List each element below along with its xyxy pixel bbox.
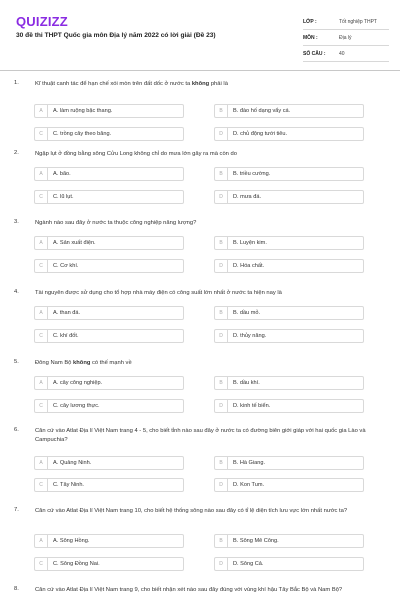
option-letter: B (215, 105, 228, 117)
option-c[interactable] (34, 329, 184, 343)
question-text: Ngành nào sau đây ở nước ta thuộc công nghiệp năng lượng? (35, 220, 197, 226)
meta-value: Địa lý (339, 34, 352, 41)
option-text: C. Sông Đồng Nai. (53, 561, 100, 567)
option-letter: D (215, 558, 228, 570)
option-text: C. trồng cây theo băng. (53, 131, 112, 137)
question-number: 6. (14, 427, 19, 433)
question-text: Đông Nam Bộ không có thế mạnh về (35, 360, 132, 366)
meta-label: LỚP : (303, 18, 317, 25)
option-text: B. triều cường. (233, 171, 271, 177)
option-d[interactable] (214, 557, 364, 571)
option-d[interactable] (214, 190, 364, 204)
option-text: B. dầu khí. (233, 380, 260, 386)
option-text: A. bão. (53, 171, 71, 177)
option-c[interactable] (34, 557, 184, 571)
option-letter: A (35, 237, 48, 249)
option-a[interactable] (34, 456, 184, 470)
meta-value: Tốt nghiệp THPT (339, 18, 377, 25)
option-letter: D (215, 260, 228, 272)
question-number: 1. (14, 80, 19, 86)
option-text: A. làm ruộng bậc thang. (53, 108, 113, 114)
option-letter: D (215, 330, 228, 342)
option-a[interactable] (34, 306, 184, 320)
option-letter: C (35, 260, 48, 272)
option-text: C. Tây Ninh. (53, 482, 84, 488)
option-letter: A (35, 105, 48, 117)
question-number: 4. (14, 289, 19, 295)
option-text: A. cây công nghiệp. (53, 380, 103, 386)
option-letter: C (35, 191, 48, 203)
meta-label: SỐ CÂU : (303, 50, 326, 57)
option-text: D. kinh tế biển. (233, 403, 271, 409)
question-number: 7. (14, 507, 19, 513)
option-text: A. Sông Hồng. (53, 538, 90, 544)
option-d[interactable] (214, 399, 364, 413)
worksheet-header (0, 0, 400, 68)
option-letter: A (35, 535, 48, 547)
option-letter: B (215, 168, 228, 180)
option-c[interactable] (34, 478, 184, 492)
option-letter: C (35, 330, 48, 342)
option-letter: B (215, 535, 228, 547)
question-text: Kĩ thuật canh tác để hạn chế xói mòn trên đất dốc ở nước ta không phải là (35, 81, 228, 87)
option-letter: D (215, 479, 228, 491)
option-letter: C (35, 400, 48, 412)
meta-value: 40 (339, 50, 345, 57)
meta-row-count (303, 46, 389, 62)
option-b[interactable] (214, 167, 364, 181)
question-text: Căn cứ vào Atlat Địa lí Việt Nam trang 10, cho biết hệ thống sông nào sau đây có tỉ lệ diện tích lưu vực lớn nhất nước ta? (35, 508, 348, 514)
option-text: C. khí đốt. (53, 333, 79, 339)
option-d[interactable] (214, 259, 364, 273)
question-number: 2. (14, 150, 19, 156)
option-letter: B (215, 377, 228, 389)
question-text: Ngập lụt ở đồng bằng sông Cửu Long không chỉ do mưa lớn gây ra mà còn do (35, 151, 237, 157)
worksheet-title: 30 đề thi THPT Quốc gia môn Địa lý năm 2022 có lời giải (Đề 23) (16, 32, 216, 39)
option-a[interactable] (34, 104, 184, 118)
question-number: 3. (14, 219, 19, 225)
question-text: Căn cứ vào Atlat Địa lí Việt Nam trang 9, cho biết nhận xét nào sau đây đúng với vùng khí hậu Tây Bắc Bộ và Nam Bộ? (35, 587, 343, 593)
option-letter: B (215, 457, 228, 469)
option-letter: C (35, 558, 48, 570)
option-b[interactable] (214, 534, 364, 548)
option-letter: D (215, 400, 228, 412)
option-text: B. dầu mỏ. (233, 310, 261, 316)
header-divider (0, 70, 400, 71)
option-text: D. Sông Cả. (233, 561, 264, 567)
option-text: C. lũ lụt. (53, 194, 74, 200)
meta-row-grade (303, 14, 389, 30)
option-b[interactable] (214, 456, 364, 470)
option-b[interactable] (214, 306, 364, 320)
question-number: 5. (14, 359, 19, 365)
question-number: 8. (14, 586, 19, 592)
option-c[interactable] (34, 259, 184, 273)
option-b[interactable] (214, 376, 364, 390)
option-text: D. Hóa chất. (233, 263, 265, 269)
meta-label: MÔN : (303, 34, 318, 41)
option-c[interactable] (34, 399, 184, 413)
option-text: B. đào hố dạng vẩy cá. (233, 108, 291, 114)
option-letter: A (35, 307, 48, 319)
option-text: B. Sông Mê Công. (233, 538, 279, 544)
option-text: A. Sản xuất điện. (53, 240, 96, 246)
option-text: D. mưa đá. (233, 194, 261, 200)
option-c[interactable] (34, 127, 184, 141)
option-letter: A (35, 168, 48, 180)
option-a[interactable] (34, 236, 184, 250)
option-d[interactable] (214, 127, 364, 141)
option-letter: B (215, 237, 228, 249)
option-letter: C (35, 128, 48, 140)
option-letter: A (35, 377, 48, 389)
option-letter: D (215, 128, 228, 140)
option-letter: C (35, 479, 48, 491)
option-letter: B (215, 307, 228, 319)
option-a[interactable] (34, 534, 184, 548)
quizizz-logo: QUIZIZZ (16, 14, 68, 29)
meta-row-subject (303, 30, 389, 46)
option-text: D. thủy năng. (233, 333, 267, 339)
option-text: C. Cơ khí. (53, 263, 79, 269)
option-text: A. Quảng Ninh. (53, 460, 92, 466)
option-text: A. than đá. (53, 310, 81, 316)
option-b[interactable] (214, 104, 364, 118)
question-text: Tài nguyên được sử dụng cho tổ hợp nhà máy điện có công suất lớn nhất ở nước ta hiện nay là (35, 290, 282, 296)
option-a[interactable] (34, 376, 184, 390)
option-d[interactable] (214, 329, 364, 343)
option-a[interactable] (34, 167, 184, 181)
option-letter: D (215, 191, 228, 203)
question-text: Căn cứ vào Atlat Địa lí Việt Nam trang 4 - 5, cho biết tỉnh nào sau đây ở nước ta có đường biên giới giáp với hai quốc gia Lào và Campuchia? (35, 428, 366, 443)
option-d[interactable] (214, 478, 364, 492)
option-text: C. cây lương thực. (53, 403, 100, 409)
option-letter: A (35, 457, 48, 469)
option-text: B. Hà Giang. (233, 460, 266, 466)
worksheet-meta (303, 14, 389, 62)
option-text: D. chủ động tưới tiêu. (233, 131, 288, 137)
option-text: D. Kon Tum. (233, 482, 265, 488)
option-c[interactable] (34, 190, 184, 204)
option-b[interactable] (214, 236, 364, 250)
option-text: B. Luyện kim. (233, 240, 267, 246)
